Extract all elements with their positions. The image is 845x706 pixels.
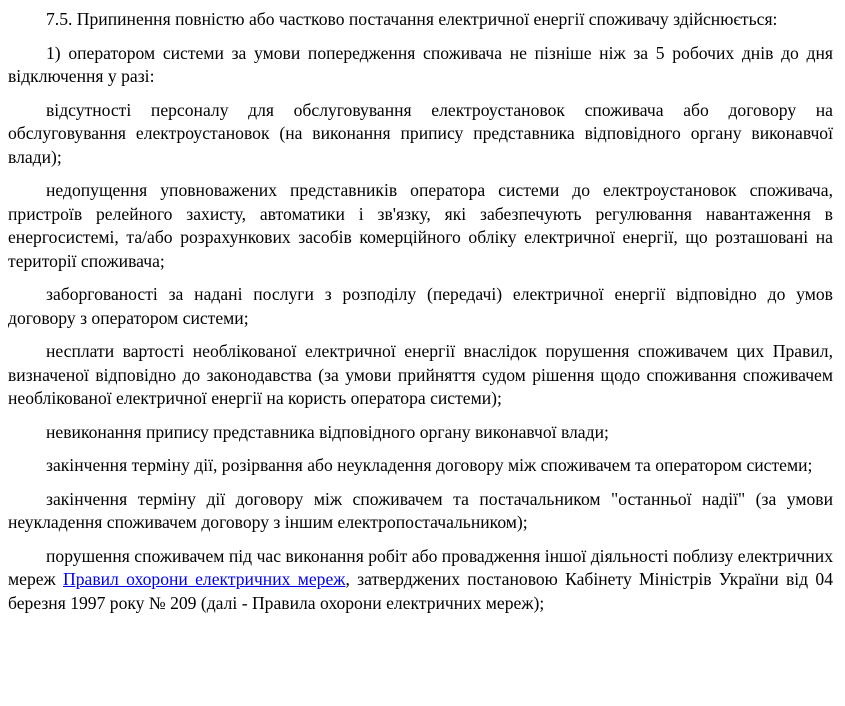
paragraph-item-1-intro: 1) оператором системи за умови попередження споживача не пізніше ніж за 5 робочих днів до дня відключення у разі:	[8, 42, 833, 86]
paragraph-contract-expired: закінчення терміну дії, розірвання або неукладення договору між споживачем та оператором системи;	[46, 455, 813, 475]
paragraph-no-access: недопущення уповноважених представників оператора системи до електроустановок споживача, пристроїв релейного захисту, автоматики і зв'язку, які забезпечують регулювання навантаження в енергосистемі, та/або розрахункових засобів комерційного обліку електричної енергії, що розташовані на території споживача;	[8, 180, 833, 271]
paragraph-last-resort-supplier: закінчення терміну дії договору між споживачем та постачальником "останньої надії" (за умови неукладення споживачем договору з іншим електропостачальником);	[8, 488, 833, 532]
document-body	[8, 8, 833, 625]
paragraph-order-not-executed: невиконання припису представника відповідного органу виконавчої влади;	[46, 421, 609, 442]
paragraph-unpaid-unmetered: несплати вартості необлікованої електричної енергії внаслідок порушення споживачем цих Правил, визначеної відповідно до законодавства (за умови прийняття судом рішення щодо споживання споживачем необлікованої електричної енергії на користь оператора системи);	[8, 341, 833, 408]
paragraph-text-after-link: , затверджених постановою Кабінету Міністрів України від 04 березня 1997 року № 209 (далі - Правила охорони електричних мереж);	[8, 569, 833, 613]
paragraph-protection-rules	[8, 545, 833, 616]
protection-rules-link[interactable]: Правил охорони електричних мереж	[63, 569, 346, 589]
paragraph-debt: заборгованості за надані послуги з розподілу (передачі) електричної енергії відповідно до умов договору з оператором системи;	[8, 284, 833, 328]
paragraph-text-before-link: порушення споживачем під час виконання робіт або провадження іншої діяльності поблизу електричних мереж	[8, 545, 833, 589]
paragraph-7-5-intro: 7.5. Припинення повністю або частково постачання електричної енергії споживачу здійснюється:	[46, 9, 778, 29]
paragraph-no-personnel: відсутності персоналу для обслуговування електроустановок споживача або договору на обслуговування електроустановок (на виконання припису представника відповідного органу виконавчої влади);	[8, 99, 833, 167]
